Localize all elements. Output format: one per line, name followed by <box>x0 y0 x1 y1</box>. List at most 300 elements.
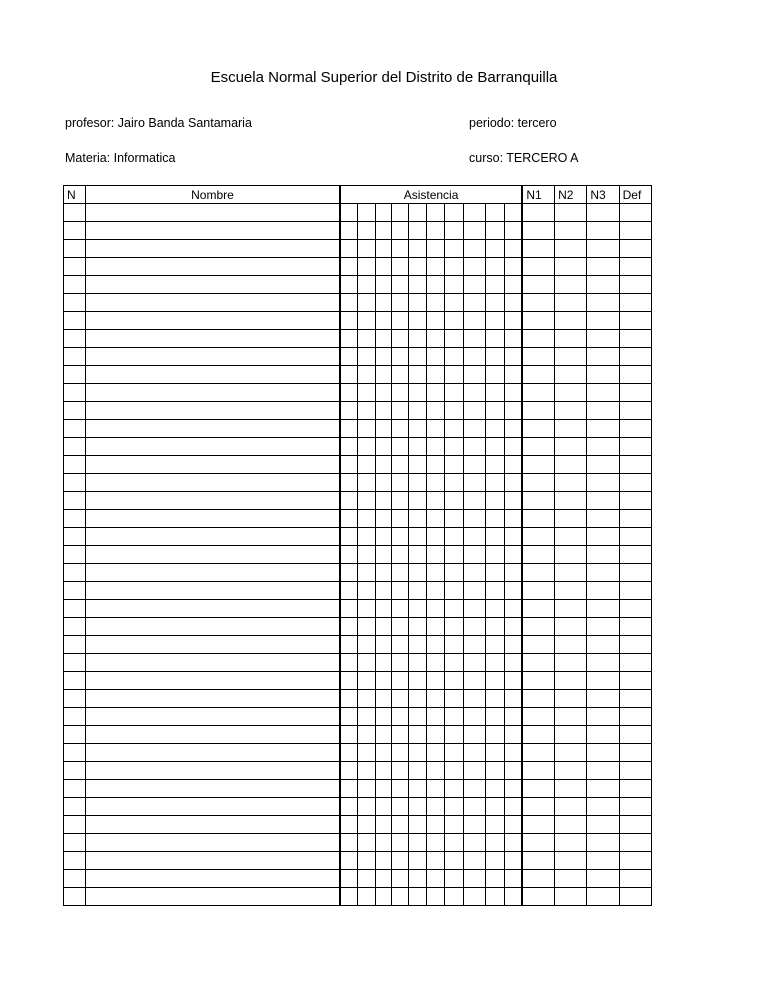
attendance-cell <box>486 888 504 906</box>
page-title: Escuela Normal Superior del Distrito de Barranquilla <box>210 69 558 86</box>
name-cell <box>86 888 340 906</box>
name-cell <box>86 708 340 726</box>
table-row <box>64 438 652 456</box>
attendance-cell <box>375 654 391 672</box>
attendance-cell <box>426 798 444 816</box>
grade-cell <box>522 330 554 348</box>
attendance-cell <box>408 294 426 312</box>
attendance-cell <box>391 870 408 888</box>
grade-cell <box>587 258 619 276</box>
attendance-cell <box>358 636 375 654</box>
grade-cell <box>522 888 554 906</box>
attendance-cell <box>486 492 504 510</box>
grade-cell <box>522 690 554 708</box>
attendance-cell <box>358 420 375 438</box>
header-n1: N1 <box>522 186 554 204</box>
header-n2: N2 <box>555 186 587 204</box>
attendance-cell <box>358 438 375 456</box>
table-row <box>64 204 652 222</box>
grade-cell <box>555 366 587 384</box>
attendance-cell <box>445 420 464 438</box>
grade-cell <box>587 870 619 888</box>
name-cell <box>86 276 340 294</box>
attendance-cell <box>426 294 444 312</box>
attendance-cell <box>426 852 444 870</box>
number-cell <box>64 204 86 222</box>
attendance-cell <box>486 834 504 852</box>
attendance-cell <box>358 528 375 546</box>
attendance-cell <box>358 384 375 402</box>
attendance-cell <box>445 348 464 366</box>
attendance-cell <box>464 366 486 384</box>
grade-cell <box>555 384 587 402</box>
attendance-cell <box>358 510 375 528</box>
table-row <box>64 654 652 672</box>
attendance-cell <box>504 564 522 582</box>
grade-cell <box>555 492 587 510</box>
name-cell <box>86 690 340 708</box>
attendance-cell <box>445 744 464 762</box>
attendance-cell <box>504 654 522 672</box>
attendance-cell <box>464 654 486 672</box>
name-cell <box>86 222 340 240</box>
attendance-cell <box>464 276 486 294</box>
attendance-cell <box>408 762 426 780</box>
attendance-cell <box>375 762 391 780</box>
grade-cell <box>555 636 587 654</box>
attendance-cell <box>358 744 375 762</box>
name-cell <box>86 852 340 870</box>
grade-cell <box>555 816 587 834</box>
grade-cell <box>619 510 651 528</box>
attendance-cell <box>504 348 522 366</box>
attendance-cell <box>464 726 486 744</box>
attendance-cell <box>486 870 504 888</box>
attendance-cell <box>358 276 375 294</box>
attendance-cell <box>486 564 504 582</box>
attendance-cell <box>340 726 358 744</box>
attendance-cell <box>358 762 375 780</box>
attendance-cell <box>408 618 426 636</box>
attendance-cell <box>445 780 464 798</box>
name-cell <box>86 330 340 348</box>
grade-cell <box>555 780 587 798</box>
name-cell <box>86 402 340 420</box>
attendance-cell <box>340 276 358 294</box>
attendance-cell <box>426 510 444 528</box>
grade-cell <box>555 240 587 258</box>
attendance-cell <box>445 546 464 564</box>
attendance-cell <box>391 636 408 654</box>
name-cell <box>86 348 340 366</box>
name-cell <box>86 672 340 690</box>
attendance-cell <box>375 492 391 510</box>
attendance-cell <box>358 258 375 276</box>
period-label: periodo: tercero <box>469 116 557 130</box>
attendance-cell <box>464 510 486 528</box>
table-row <box>64 618 652 636</box>
number-cell <box>64 852 86 870</box>
attendance-cell <box>391 366 408 384</box>
attendance-cell <box>358 888 375 906</box>
grade-cell <box>619 834 651 852</box>
grade-cell <box>619 330 651 348</box>
attendance-cell <box>375 348 391 366</box>
grade-cell <box>619 870 651 888</box>
attendance-cell <box>486 546 504 564</box>
attendance-cell <box>340 852 358 870</box>
number-cell <box>64 456 86 474</box>
table-row <box>64 294 652 312</box>
grade-cell <box>619 564 651 582</box>
grade-cell <box>522 654 554 672</box>
attendance-cell <box>391 618 408 636</box>
name-cell <box>86 456 340 474</box>
attendance-cell <box>408 420 426 438</box>
attendance-cell <box>486 474 504 492</box>
attendance-cell <box>445 582 464 600</box>
name-cell <box>86 762 340 780</box>
attendance-cell <box>408 654 426 672</box>
grade-cell <box>587 330 619 348</box>
table-row <box>64 708 652 726</box>
name-cell <box>86 618 340 636</box>
attendance-cell <box>375 888 391 906</box>
attendance-cell <box>426 708 444 726</box>
grade-cell <box>522 636 554 654</box>
attendance-cell <box>426 780 444 798</box>
attendance-cell <box>391 816 408 834</box>
grade-cell <box>522 870 554 888</box>
attendance-cell <box>426 528 444 546</box>
name-cell <box>86 366 340 384</box>
grade-cell <box>587 492 619 510</box>
grade-cell <box>522 798 554 816</box>
attendance-cell <box>340 510 358 528</box>
attendance-cell <box>426 456 444 474</box>
attendance-cell <box>426 672 444 690</box>
grade-cell <box>587 546 619 564</box>
attendance-cell <box>486 618 504 636</box>
attendance-cell <box>375 528 391 546</box>
number-cell <box>64 726 86 744</box>
attendance-cell <box>426 420 444 438</box>
attendance-cell <box>504 420 522 438</box>
grade-cell <box>522 474 554 492</box>
grade-cell <box>555 312 587 330</box>
name-cell <box>86 510 340 528</box>
attendance-cell <box>445 384 464 402</box>
grade-cell <box>619 204 651 222</box>
attendance-cell <box>504 870 522 888</box>
attendance-cell <box>340 744 358 762</box>
attendance-cell <box>504 510 522 528</box>
attendance-cell <box>340 492 358 510</box>
attendance-cell <box>426 600 444 618</box>
attendance-cell <box>340 528 358 546</box>
attendance-cell <box>391 564 408 582</box>
grade-cell <box>619 420 651 438</box>
attendance-cell <box>504 312 522 330</box>
attendance-cell <box>486 780 504 798</box>
attendance-cell <box>340 294 358 312</box>
attendance-cell <box>504 672 522 690</box>
attendance-cell <box>445 654 464 672</box>
grade-cell <box>587 312 619 330</box>
attendance-cell <box>445 258 464 276</box>
attendance-cell <box>391 384 408 402</box>
header-n: N <box>64 186 86 204</box>
attendance-cell <box>375 816 391 834</box>
attendance-cell <box>464 780 486 798</box>
attendance-cell <box>408 492 426 510</box>
grade-cell <box>522 708 554 726</box>
attendance-cell <box>408 312 426 330</box>
attendance-cell <box>340 222 358 240</box>
attendance-cell <box>445 672 464 690</box>
attendance-cell <box>445 456 464 474</box>
number-cell <box>64 258 86 276</box>
attendance-cell <box>486 654 504 672</box>
grade-cell <box>522 276 554 294</box>
roster-table <box>63 185 652 906</box>
attendance-cell <box>464 312 486 330</box>
attendance-cell <box>375 276 391 294</box>
attendance-cell <box>445 834 464 852</box>
grade-cell <box>555 582 587 600</box>
grade-cell <box>619 708 651 726</box>
attendance-cell <box>408 816 426 834</box>
table-row <box>64 834 652 852</box>
attendance-cell <box>340 312 358 330</box>
name-cell <box>86 564 340 582</box>
attendance-cell <box>358 402 375 420</box>
attendance-cell <box>375 834 391 852</box>
grade-cell <box>619 546 651 564</box>
attendance-cell <box>375 582 391 600</box>
grade-cell <box>619 276 651 294</box>
attendance-cell <box>358 456 375 474</box>
attendance-cell <box>375 438 391 456</box>
table-row <box>64 888 652 906</box>
attendance-cell <box>486 636 504 654</box>
name-cell <box>86 204 340 222</box>
number-cell <box>64 384 86 402</box>
attendance-cell <box>464 258 486 276</box>
attendance-cell <box>464 798 486 816</box>
attendance-cell <box>426 204 444 222</box>
attendance-cell <box>408 240 426 258</box>
grade-cell <box>555 330 587 348</box>
number-cell <box>64 240 86 258</box>
grade-cell <box>587 348 619 366</box>
attendance-cell <box>504 546 522 564</box>
attendance-cell <box>358 294 375 312</box>
attendance-cell <box>445 852 464 870</box>
attendance-cell <box>486 366 504 384</box>
attendance-cell <box>445 312 464 330</box>
attendance-cell <box>391 744 408 762</box>
attendance-cell <box>445 816 464 834</box>
attendance-cell <box>486 600 504 618</box>
name-cell <box>86 744 340 762</box>
attendance-cell <box>504 438 522 456</box>
attendance-cell <box>375 618 391 636</box>
name-cell <box>86 726 340 744</box>
attendance-cell <box>408 276 426 294</box>
attendance-cell <box>464 744 486 762</box>
attendance-cell <box>445 366 464 384</box>
attendance-cell <box>426 834 444 852</box>
grade-cell <box>587 708 619 726</box>
attendance-cell <box>340 654 358 672</box>
attendance-cell <box>375 384 391 402</box>
attendance-cell <box>408 600 426 618</box>
grade-cell <box>522 348 554 366</box>
attendance-cell <box>426 402 444 420</box>
attendance-cell <box>408 546 426 564</box>
grade-cell <box>522 672 554 690</box>
attendance-cell <box>504 708 522 726</box>
table-row <box>64 870 652 888</box>
grade-cell <box>555 672 587 690</box>
attendance-cell <box>486 204 504 222</box>
attendance-cell <box>486 402 504 420</box>
attendance-cell <box>464 546 486 564</box>
attendance-cell <box>445 492 464 510</box>
table-row <box>64 546 652 564</box>
grade-cell <box>587 762 619 780</box>
attendance-cell <box>391 780 408 798</box>
table-row <box>64 690 652 708</box>
attendance-cell <box>486 330 504 348</box>
attendance-cell <box>464 708 486 726</box>
table-row <box>64 492 652 510</box>
attendance-cell <box>340 456 358 474</box>
attendance-cell <box>391 546 408 564</box>
attendance-cell <box>375 636 391 654</box>
attendance-cell <box>375 456 391 474</box>
attendance-cell <box>375 852 391 870</box>
attendance-cell <box>486 438 504 456</box>
grade-cell <box>587 528 619 546</box>
attendance-cell <box>408 744 426 762</box>
grade-cell <box>587 834 619 852</box>
attendance-cell <box>358 798 375 816</box>
name-cell <box>86 546 340 564</box>
name-cell <box>86 780 340 798</box>
attendance-cell <box>486 222 504 240</box>
grade-cell <box>619 528 651 546</box>
attendance-cell <box>408 402 426 420</box>
table-row <box>64 672 652 690</box>
attendance-cell <box>408 438 426 456</box>
header-n3: N3 <box>587 186 619 204</box>
attendance-cell <box>358 474 375 492</box>
table-row <box>64 348 652 366</box>
subject-label: Materia: Informatica <box>65 151 176 165</box>
grade-cell <box>587 402 619 420</box>
attendance-cell <box>391 690 408 708</box>
attendance-cell <box>445 762 464 780</box>
attendance-cell <box>391 888 408 906</box>
grade-cell <box>555 276 587 294</box>
attendance-cell <box>408 582 426 600</box>
attendance-cell <box>426 654 444 672</box>
table-row <box>64 762 652 780</box>
grade-cell <box>619 474 651 492</box>
grade-cell <box>587 582 619 600</box>
grade-cell <box>522 294 554 312</box>
attendance-cell <box>504 366 522 384</box>
attendance-cell <box>340 636 358 654</box>
attendance-cell <box>391 312 408 330</box>
attendance-cell <box>340 834 358 852</box>
attendance-cell <box>340 546 358 564</box>
attendance-cell <box>375 726 391 744</box>
attendance-cell <box>358 582 375 600</box>
attendance-cell <box>426 618 444 636</box>
grade-cell <box>587 276 619 294</box>
attendance-cell <box>391 240 408 258</box>
attendance-cell <box>464 402 486 420</box>
attendance-cell <box>504 222 522 240</box>
table-row <box>64 564 652 582</box>
attendance-cell <box>340 762 358 780</box>
attendance-cell <box>391 834 408 852</box>
grade-cell <box>587 636 619 654</box>
number-cell <box>64 312 86 330</box>
grade-cell <box>555 744 587 762</box>
attendance-cell <box>426 564 444 582</box>
attendance-cell <box>445 798 464 816</box>
grade-cell <box>587 222 619 240</box>
grade-cell <box>587 474 619 492</box>
grade-cell <box>555 510 587 528</box>
attendance-cell <box>486 762 504 780</box>
attendance-cell <box>426 690 444 708</box>
table-row <box>64 384 652 402</box>
attendance-cell <box>504 582 522 600</box>
number-cell <box>64 780 86 798</box>
attendance-cell <box>464 330 486 348</box>
grade-cell <box>587 780 619 798</box>
attendance-cell <box>408 708 426 726</box>
roster-body <box>64 204 652 906</box>
number-cell <box>64 348 86 366</box>
grade-cell <box>587 672 619 690</box>
grade-cell <box>555 852 587 870</box>
name-cell <box>86 582 340 600</box>
attendance-cell <box>358 330 375 348</box>
attendance-cell <box>464 870 486 888</box>
table-row <box>64 420 652 438</box>
attendance-cell <box>391 582 408 600</box>
attendance-cell <box>426 474 444 492</box>
attendance-cell <box>445 240 464 258</box>
attendance-cell <box>358 690 375 708</box>
grade-cell <box>619 582 651 600</box>
number-cell <box>64 492 86 510</box>
attendance-cell <box>408 510 426 528</box>
header-asistencia: Asistencia <box>340 186 523 204</box>
table-row <box>64 366 652 384</box>
grade-cell <box>619 690 651 708</box>
grade-cell <box>522 852 554 870</box>
attendance-cell <box>486 312 504 330</box>
number-cell <box>64 888 86 906</box>
attendance-cell <box>358 780 375 798</box>
